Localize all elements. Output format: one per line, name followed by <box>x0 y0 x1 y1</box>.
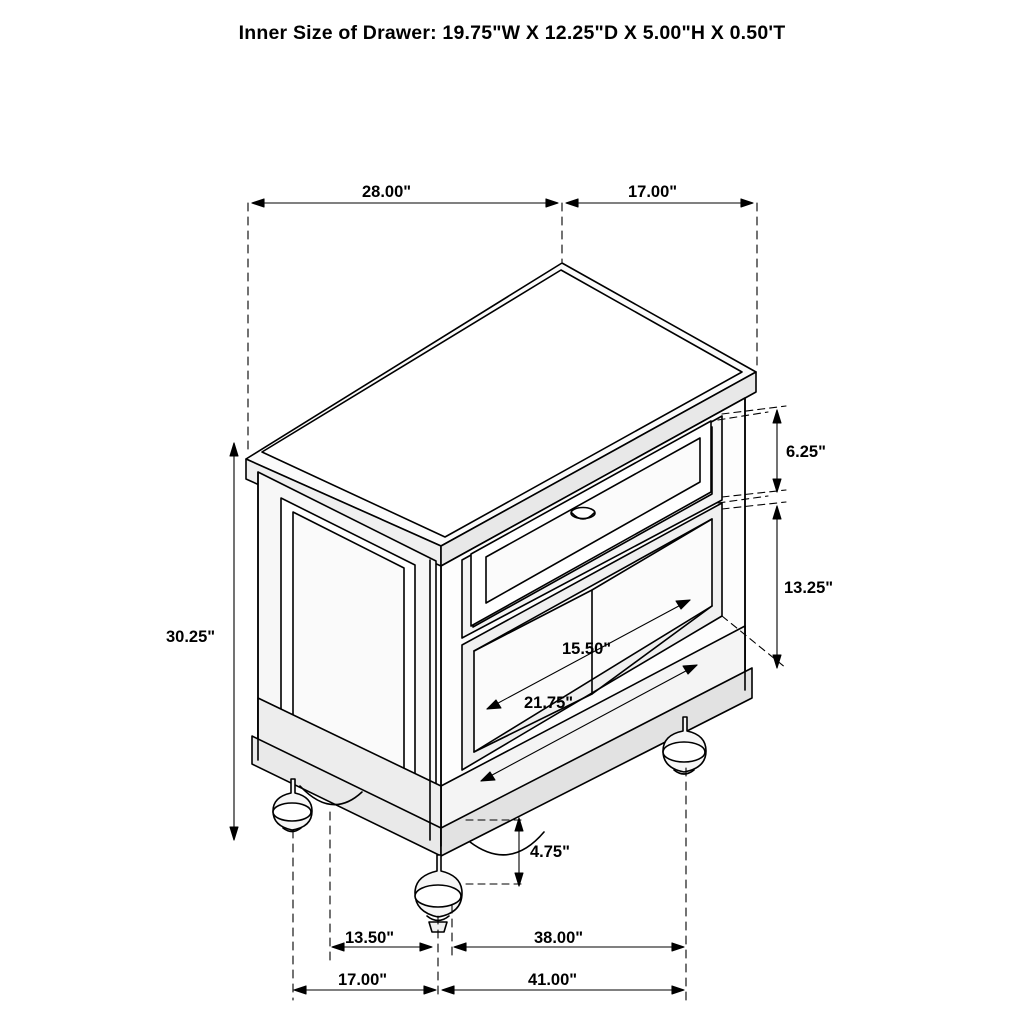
dimension-label-shelf-width: 21.75" <box>524 694 574 712</box>
dimension-label-base-width: 41.00" <box>528 971 578 989</box>
dimension-label-base-depth: 17.00" <box>338 971 388 989</box>
dimension-label-top-width: 28.00" <box>362 183 412 201</box>
dimension-label-shelf-opening-h: 13.25" <box>784 579 834 597</box>
dimension-label-overall-height: 30.25" <box>166 628 216 646</box>
dimension-label-shelf-depth: 15.50" <box>562 640 612 658</box>
dimension-label-foot-inner-width: 38.00" <box>534 929 584 947</box>
page-title: Inner Size of Drawer: 19.75"W X 12.25"D X 5.00"H X 0.50'T <box>238 22 786 44</box>
drawer-pull-icon <box>571 508 595 520</box>
dimension-label-drawer-face-h: 6.25" <box>786 443 826 461</box>
dimension-label-foot-inner-depth: 13.50" <box>345 929 395 947</box>
dimension-label-leg-height: 4.75" <box>530 843 570 861</box>
dimension-label-top-depth: 17.00" <box>628 183 678 201</box>
